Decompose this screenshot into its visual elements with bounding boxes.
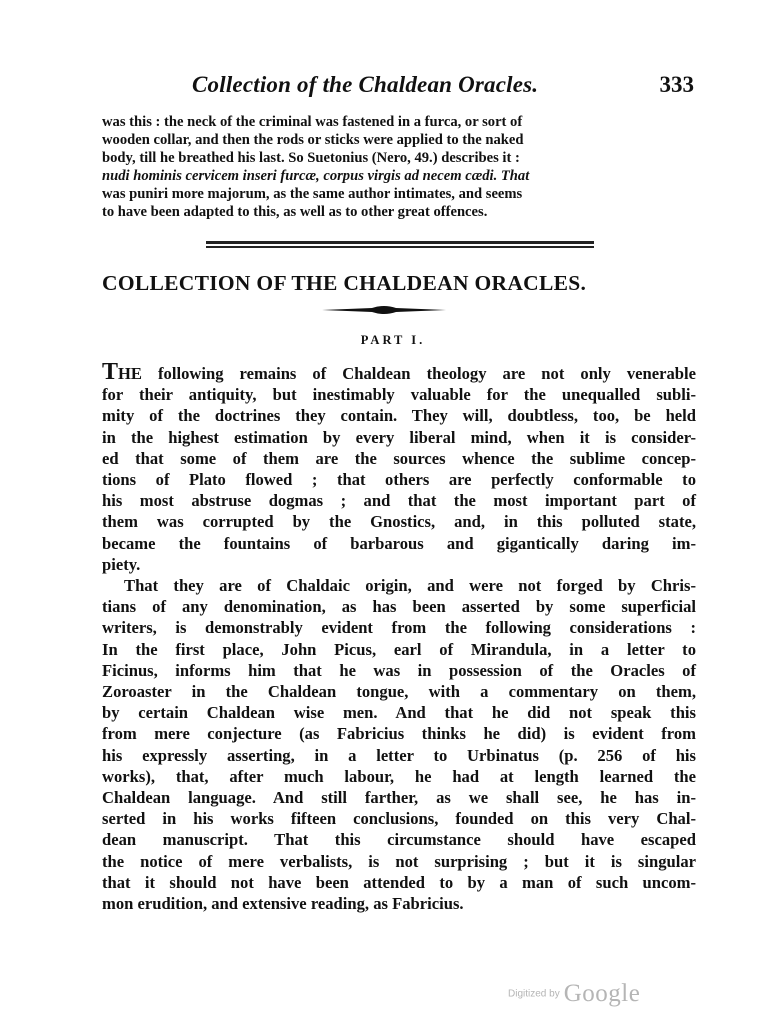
body-line: mity of the doctrines they contain. They will, doubtless, too, be held: [102, 406, 696, 426]
body-line: in the highest estimation by every liberal mind, when it is consider-: [102, 427, 696, 447]
body-line: dean manuscript. That this circumstance should have escaped: [102, 830, 696, 850]
body-line: writers, is demonstrably evident from the following considerations :: [102, 618, 696, 638]
carryover-line: wooden collar, and then the rods or sticks were applied to the naked: [102, 132, 524, 148]
body-line: became the fountains of barbarous and gigantically daring im-: [102, 533, 696, 553]
body-text: [102, 359, 696, 914]
body-line: tians of any denomination, as has been asserted by some superficial: [102, 597, 696, 617]
carryover-line: was puniri more majorum, as the same author intimates, and seems: [102, 186, 523, 202]
body-line: them was corrupted by the Gnostics, and, in this polluted state,: [102, 512, 696, 532]
carryover-line: nudi hominis cervicem inseri furcæ, corpus virgis ad necem cædi. That: [102, 168, 530, 184]
body-line: Zoroaster in the Chaldean tongue, with a commentary on them,: [102, 682, 696, 702]
body-line: ed that some of them are the sources whence the sublime concep-: [102, 448, 696, 468]
body-line: That they are of Chaldaic origin, and were not forged by Chris-: [124, 576, 696, 596]
drop-cap: T: [102, 359, 119, 385]
running-head: [100, 72, 696, 106]
body-line: that it should not have been attended to by a man of such uncom-: [102, 872, 696, 892]
body-line: serted in his works fifteen conclusions, founded on this very Chal-: [102, 809, 696, 829]
body-line: the notice of mere verbalists, is not surprising ; but it is singular: [102, 851, 696, 871]
google-digitized-watermark: [508, 980, 640, 1012]
body-line: works), that, after much labour, he had at length learned the: [102, 766, 696, 786]
first-line-text: HE following remains of Chaldean theology are not only venerable: [118, 364, 696, 383]
carryover-paragraph: [102, 113, 696, 221]
section-divider-rule: [206, 241, 594, 251]
body-line: Ficinus, informs him that he was in possession of the Oracles of: [102, 660, 696, 680]
carryover-line: was this : the neck of the criminal was fastened in a furca, or sort of: [102, 114, 523, 130]
body-line: for their antiquity, but inestimably valuable for the unequalled subli-: [102, 385, 696, 405]
body-line: mon erudition, and extensive reading, as Fabricius.: [102, 894, 464, 914]
body-line: Chaldean language. And still farther, as we shall see, he has in-: [102, 788, 696, 808]
carryover-line: body, till he breathed his last. So Suetonius (Nero, 49.) describes it :: [102, 150, 520, 166]
part-heading: PART I.: [360, 333, 426, 347]
body-line: from mere conjecture (as Fabricius thinks he did) is evident from: [102, 724, 696, 744]
body-first-line: [102, 359, 696, 385]
watermark-prefix: Digitized by: [508, 988, 560, 1000]
google-logo: Google: [563, 980, 641, 1007]
body-line: piety.: [102, 554, 141, 574]
section-heading: COLLECTION OF THE CHALDEAN ORACLES.: [102, 271, 587, 295]
page-number: 333: [659, 72, 694, 97]
body-line: In the first place, John Picus, earl of Mirandula, in a letter to: [102, 639, 696, 659]
body-line: tions of Plato flowed ; that others are perfectly conformable to: [102, 470, 696, 490]
ornament-rule: [322, 304, 446, 316]
body-line: his most abstruse dogmas ; and that the most important part of: [102, 491, 696, 511]
carryover-line: to have been adapted to this, as well as to other great offences.: [102, 204, 488, 220]
running-head-title: Collection of the Chaldean Oracles.: [192, 72, 539, 97]
body-line: by certain Chaldean wise men. And that he did not speak this: [102, 703, 696, 723]
body-line: his expressly asserting, in a letter to Urbinatus (p. 256 of his: [102, 745, 696, 765]
